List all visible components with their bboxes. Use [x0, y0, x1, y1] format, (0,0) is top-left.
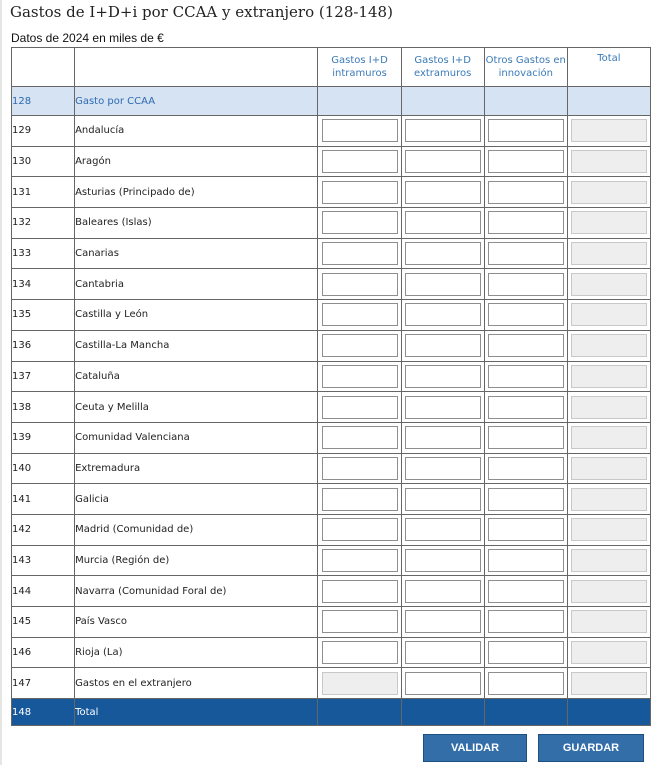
table-row — [12, 576, 651, 607]
extramuros-input[interactable] — [405, 610, 481, 633]
row-label: Comunidad Valenciana — [75, 422, 318, 453]
extramuros-input[interactable] — [405, 457, 481, 480]
row-label: Madrid (Comunidad de) — [75, 514, 318, 545]
column-header-otros-gastos: Otros Gastos en innovación — [484, 48, 567, 87]
row-label: Castilla y León — [75, 300, 318, 331]
otros-gastos-input[interactable] — [488, 273, 564, 296]
table-row — [12, 116, 651, 147]
row-code: 142 — [12, 514, 75, 545]
extramuros-input[interactable] — [405, 242, 481, 265]
extramuros-input[interactable] — [405, 672, 481, 695]
row-label: Extremadura — [75, 453, 318, 484]
row-code: 143 — [12, 545, 75, 576]
extramuros-input[interactable] — [405, 488, 481, 511]
otros-gastos-input[interactable] — [488, 211, 564, 234]
group-row — [12, 87, 651, 116]
otros-gastos-input[interactable] — [488, 119, 564, 142]
otros-gastos-input[interactable] — [488, 672, 564, 695]
table-row — [12, 208, 651, 239]
table-row — [12, 269, 651, 300]
total-field — [571, 457, 647, 480]
total-field — [571, 211, 647, 234]
table-row — [12, 637, 651, 668]
total-field — [571, 580, 647, 603]
total-field — [571, 365, 647, 388]
row-code: 147 — [12, 668, 75, 699]
row-label: Ceuta y Melilla — [75, 392, 318, 423]
intramuros-input[interactable] — [322, 396, 398, 419]
intramuros-input[interactable] — [322, 273, 398, 296]
table-row — [12, 300, 651, 331]
extramuros-input[interactable] — [405, 181, 481, 204]
row-label: Baleares (Islas) — [75, 208, 318, 239]
intramuros-input[interactable] — [322, 457, 398, 480]
header-label-cell — [75, 48, 318, 87]
extramuros-input[interactable] — [405, 396, 481, 419]
intramuros-input[interactable] — [322, 426, 398, 449]
otros-gastos-input[interactable] — [488, 580, 564, 603]
total-field — [571, 518, 647, 541]
total-field — [571, 181, 647, 204]
row-code: 141 — [12, 484, 75, 515]
otros-gastos-input[interactable] — [488, 334, 564, 357]
otros-gastos-input[interactable] — [488, 610, 564, 633]
row-label: Gastos en el extranjero — [75, 668, 318, 699]
total-field — [571, 488, 647, 511]
extramuros-input[interactable] — [405, 211, 481, 234]
row-code: 129 — [12, 116, 75, 147]
otros-gastos-input[interactable] — [488, 488, 564, 511]
intramuros-input[interactable] — [322, 150, 398, 173]
otros-gastos-input[interactable] — [488, 457, 564, 480]
table-row — [12, 607, 651, 638]
row-code: 131 — [12, 177, 75, 208]
row-code: 144 — [12, 576, 75, 607]
extramuros-input[interactable] — [405, 426, 481, 449]
row-label: Asturias (Principado de) — [75, 177, 318, 208]
header-code-cell — [12, 48, 75, 87]
otros-gastos-input[interactable] — [488, 641, 564, 664]
total-field — [571, 426, 647, 449]
column-header-total: Total — [567, 48, 650, 87]
total-field — [571, 242, 647, 265]
total-field — [571, 610, 647, 633]
row-code: 133 — [12, 238, 75, 269]
total-field — [571, 549, 647, 572]
page-title: Gastos de I+D+i por CCAA y extranjero (128-148) — [10, 3, 393, 21]
table-row — [12, 238, 651, 269]
row-label: Andalucía — [75, 116, 318, 147]
total-field — [571, 641, 647, 664]
table-row — [12, 453, 651, 484]
extramuros-input[interactable] — [405, 273, 481, 296]
total-field — [571, 672, 647, 695]
extramuros-input[interactable] — [405, 365, 481, 388]
row-label: Murcia (Región de) — [75, 545, 318, 576]
table-row — [12, 361, 651, 392]
left-edge-border — [0, 0, 2, 765]
otros-gastos-input[interactable] — [488, 365, 564, 388]
data-table-container — [11, 47, 651, 726]
otros-gastos-input[interactable] — [488, 549, 564, 572]
total-field — [571, 273, 647, 296]
ccaa-expenses-table — [11, 47, 651, 726]
table-row — [12, 514, 651, 545]
row-code: 130 — [12, 146, 75, 177]
intramuros-input[interactable] — [322, 334, 398, 357]
otros-gastos-input[interactable] — [488, 150, 564, 173]
extramuros-input[interactable] — [405, 580, 481, 603]
row-label: Gasto por CCAA — [75, 87, 318, 116]
table-row — [12, 422, 651, 453]
row-code: 128 — [12, 87, 75, 116]
total-field — [571, 396, 647, 419]
extramuros-input[interactable] — [405, 150, 481, 173]
row-label: Total — [75, 699, 318, 726]
row-label: Navarra (Comunidad Foral de) — [75, 576, 318, 607]
row-label: Rioja (La) — [75, 637, 318, 668]
row-code: 146 — [12, 637, 75, 668]
table-row — [12, 484, 651, 515]
row-code: 136 — [12, 330, 75, 361]
intramuros-input[interactable] — [322, 518, 398, 541]
otros-gastos-input[interactable] — [488, 303, 564, 326]
intramuros-input[interactable] — [322, 211, 398, 234]
total-field — [571, 150, 647, 173]
intramuros-input — [322, 672, 398, 695]
column-header-extramuros: Gastos I+D extramuros — [401, 48, 484, 87]
row-code: 145 — [12, 607, 75, 638]
row-code: 138 — [12, 392, 75, 423]
total-row — [12, 699, 651, 726]
intramuros-input[interactable] — [322, 641, 398, 664]
row-label: País Vasco — [75, 607, 318, 638]
guardar-button[interactable]: GUARDAR — [538, 734, 644, 762]
extramuros-input[interactable] — [405, 303, 481, 326]
intramuros-input[interactable] — [322, 488, 398, 511]
row-label: Cantabria — [75, 269, 318, 300]
total-field — [571, 303, 647, 326]
extramuros-input[interactable] — [405, 119, 481, 142]
row-code: 132 — [12, 208, 75, 239]
intramuros-input[interactable] — [322, 303, 398, 326]
row-label: Aragón — [75, 146, 318, 177]
total-field — [571, 334, 647, 357]
row-code: 135 — [12, 300, 75, 331]
table-row — [12, 668, 651, 699]
otros-gastos-input[interactable] — [488, 242, 564, 265]
table-row — [12, 146, 651, 177]
table-row — [12, 392, 651, 423]
table-row — [12, 330, 651, 361]
row-code: 134 — [12, 269, 75, 300]
page-subtitle: Datos de 2024 en miles de € — [11, 31, 164, 45]
extramuros-input[interactable] — [405, 518, 481, 541]
otros-gastos-input[interactable] — [488, 181, 564, 204]
intramuros-input[interactable] — [322, 549, 398, 572]
intramuros-input[interactable] — [322, 181, 398, 204]
extramuros-input[interactable] — [405, 334, 481, 357]
intramuros-input[interactable] — [322, 580, 398, 603]
row-label: Castilla-La Mancha — [75, 330, 318, 361]
total-field — [571, 119, 647, 142]
intramuros-input[interactable] — [322, 610, 398, 633]
otros-gastos-input[interactable] — [488, 426, 564, 449]
table-row — [12, 545, 651, 576]
otros-gastos-input[interactable] — [488, 396, 564, 419]
row-code: 140 — [12, 453, 75, 484]
intramuros-input[interactable] — [322, 365, 398, 388]
row-code: 137 — [12, 361, 75, 392]
otros-gastos-input[interactable] — [488, 518, 564, 541]
extramuros-input[interactable] — [405, 549, 481, 572]
row-label: Galicia — [75, 484, 318, 515]
row-label: Canarias — [75, 238, 318, 269]
table-row — [12, 177, 651, 208]
extramuros-input[interactable] — [405, 641, 481, 664]
validar-button[interactable]: VALIDAR — [423, 734, 527, 762]
intramuros-input[interactable] — [322, 242, 398, 265]
row-code: 148 — [12, 699, 75, 726]
column-header-intramuros: Gastos I+D intramuros — [318, 48, 401, 87]
row-code: 139 — [12, 422, 75, 453]
intramuros-input[interactable] — [322, 119, 398, 142]
row-label: Cataluña — [75, 361, 318, 392]
